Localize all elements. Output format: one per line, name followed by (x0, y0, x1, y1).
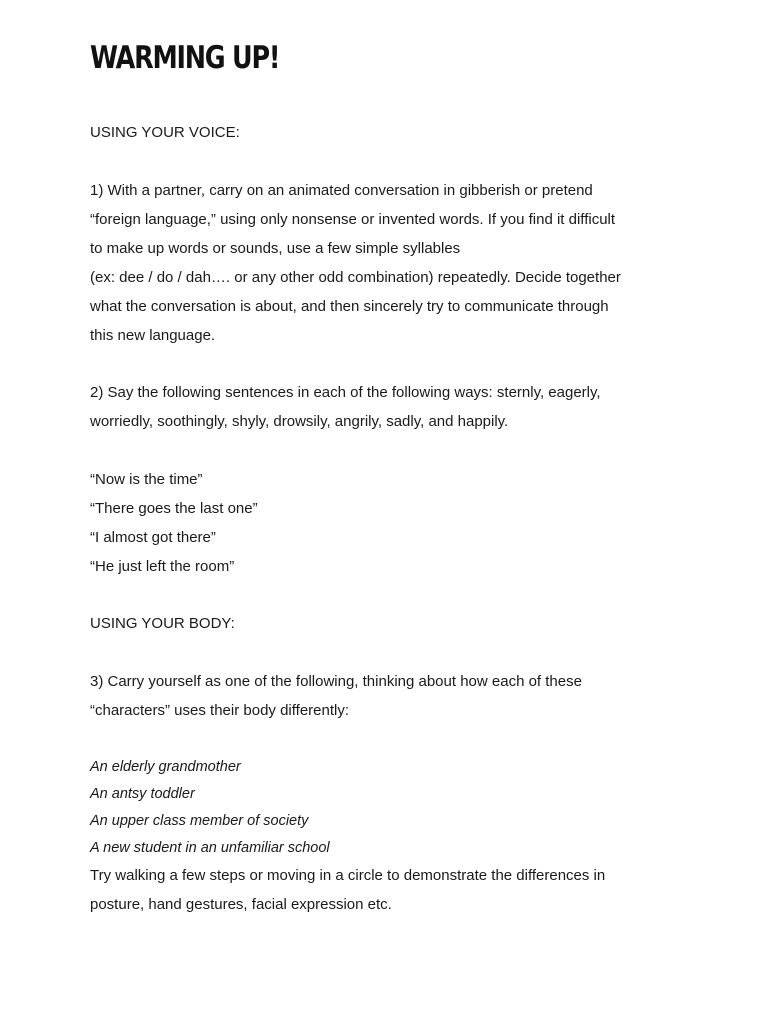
body-section-heading: USING YOUR BODY: (90, 615, 235, 632)
paragraph-line: 3) Carry yourself as one of the following, thinking about how each of these (90, 673, 582, 690)
exercise-2-paragraph (90, 378, 690, 436)
practice-sentence: “Now is the time” (90, 471, 203, 488)
voice-section-heading: USING YOUR VOICE: (90, 124, 240, 141)
paragraph-line: “characters” uses their body differently: (90, 702, 350, 719)
paragraph-line: 1) With a partner, carry on an animated conversation in gibberish or pretend (90, 182, 593, 199)
character-item: An antsy toddler (90, 786, 195, 802)
character-item: An upper class member of society (90, 813, 309, 829)
paragraph-line: “foreign language,” using only nonsense or invented words. If you find it difficult (90, 211, 616, 228)
paragraph-line: Try walking a few steps or moving in a circle to demonstrate the differences in (90, 867, 606, 884)
paragraph-line: worriedly, soothingly, shyly, drowsily, angrily, sadly, and happily. (90, 413, 509, 430)
character-item: A new student in an unfamiliar school (90, 840, 330, 856)
character-item: An elderly grandmother (90, 759, 241, 775)
practice-sentences-list (90, 465, 690, 581)
practice-sentence: “I almost got there” (90, 529, 216, 546)
paragraph-line: what the conversation is about, and then sincerely try to communicate through (90, 298, 609, 315)
paragraph-line: (ex: dee / do / dah…. or any other odd combination) repeatedly. Decide together (90, 269, 621, 286)
exercise-1-paragraph (90, 176, 690, 350)
exercise-3-paragraph (90, 667, 690, 725)
closing-paragraph (90, 861, 690, 919)
characters-list (90, 754, 330, 862)
paragraph-line: this new language. (90, 327, 216, 344)
paragraph-line: to make up words or sounds, use a few simple syllables (90, 240, 461, 257)
practice-sentence: “He just left the room” (90, 558, 235, 575)
paragraph-line: posture, hand gestures, facial expression etc. (90, 896, 392, 913)
page-title: WARMING UP! (90, 40, 280, 76)
practice-sentence: “There goes the last one” (90, 500, 258, 517)
paragraph-line: 2) Say the following sentences in each of the following ways: sternly, eagerly, (90, 384, 601, 401)
